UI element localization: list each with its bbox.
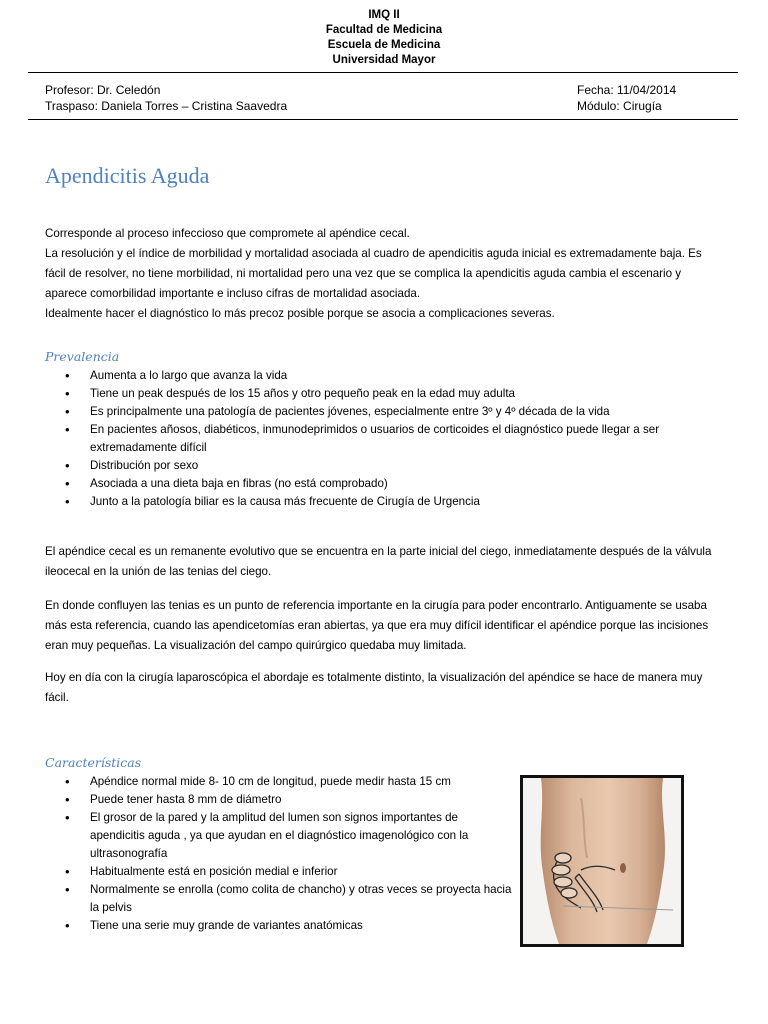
prevalence-heading: Prevalencia (45, 349, 120, 364)
list-item: • Habitualmente está en posición medial e inferior (45, 863, 515, 881)
prevalence-list (45, 367, 725, 511)
intro-section (45, 224, 725, 324)
faculty-name: Facultad de Medicina (325, 24, 443, 36)
list-item: • En pacientes añosos, diabéticos, inmunodeprimidos o usuarios de corticoides el diagnóstico puede llegar a ser extremadamente difícil (45, 421, 725, 457)
document-header (0, 8, 768, 68)
list-item: • Tiene una serie muy grande de variantes anatómicas (45, 917, 515, 935)
course-name: IMQ II (368, 9, 400, 21)
list-item: • Tiene un peak después de los 15 años y otro pequeño peak en la edad muy adulta (45, 385, 725, 403)
list-item: • Apéndice normal mide 8- 10 cm de longitud, puede medir hasta 15 cm (45, 773, 515, 791)
paragraph-3: Hoy en día con la cirugía laparoscópica el abordaje es totalmente distinto, la visualización del apéndice se hace de manera muy fácil. (45, 671, 703, 704)
meta-right (577, 82, 676, 114)
paragraph-2: En donde confluyen las tenias es un punto de referencia importante en la cirugía para poder encontrarlo. Antiguamente se usaba más esta referencia, cuando las apendicetomías eran abiertas, ya que era muy difícil identificar el apéndice porque las incisiones eran muy pequeñas. La visualización del campo quirúrgico quedaba muy limitada. (45, 599, 709, 652)
paragraph-1: El apéndice cecal es un remanente evolutivo que se encuentra en la parte inicial del ciego, inmediatamente después de la válvula ileocecal en la unión de las tenias del ciego. (45, 545, 712, 578)
university-name: Universidad Mayor (332, 54, 436, 66)
document-title: Apendicitis Aguda (45, 163, 210, 188)
list-item: • Distribución por sexo (45, 457, 725, 475)
characteristics-heading: Características (45, 755, 142, 770)
list-item: • Asociada a una dieta baja en fibras (no está comprobado) (45, 475, 725, 493)
list-item: • Normalmente se enrolla (como colita de chancho) y otras veces se proyecta hacia la pelvis (45, 881, 515, 917)
date-label: Fecha: 11/04/2014 (577, 83, 677, 97)
school-name: Escuela de Medicina (327, 39, 441, 51)
list-item: • Aumenta a lo largo que avanza la vida (45, 367, 725, 385)
intro-paragraph: Corresponde al proceso infeccioso que compromete al apéndice cecal. (45, 227, 410, 240)
list-item: • Es principalmente una patología de pacientes jóvenes, especialmente entre 3º y 4º década de la vida (45, 403, 725, 421)
module-label: Módulo: Cirugía (577, 99, 662, 113)
meta-left (45, 82, 287, 114)
intro-paragraph: La resolución y el índice de morbilidad y mortalidad asociada al cuadro de apendicitis aguda inicial es extremadamente baja. Es fácil de resolver, no tiene morbilidad, ni mortalidad pero una vez que se complica la apendicitis aguda cambia el escenario y aparece comorbilidad importante e incluso cifras de mortalidad asociada. (45, 247, 702, 300)
header-top-rule (28, 72, 738, 73)
list-item: • Junto a la patología biliar es la causa más frecuente de Cirugía de Urgencia (45, 493, 725, 511)
characteristics-list (45, 773, 515, 935)
professor-label: Profesor: Dr. Celedón (45, 83, 161, 97)
navel (620, 863, 626, 873)
intro-paragraph: Idealmente hacer el diagnóstico lo más precoz posible porque se asocia a complicaciones severas. (45, 307, 555, 320)
abdomen-illustration (523, 778, 681, 944)
list-item: • Puede tener hasta 8 mm de diámetro (45, 791, 515, 809)
abdomen-appendix-figure (520, 775, 684, 947)
transcription-label: Traspaso: Daniela Torres – Cristina Saavedra (45, 99, 288, 113)
header-bottom-rule (28, 119, 738, 120)
list-item: • El grosor de la pared y la amplitud del lumen son signos importantes de apendicitis aguda , ya que ayudan en el diagnóstico imagenológico con la ultrasonografía (45, 809, 515, 863)
